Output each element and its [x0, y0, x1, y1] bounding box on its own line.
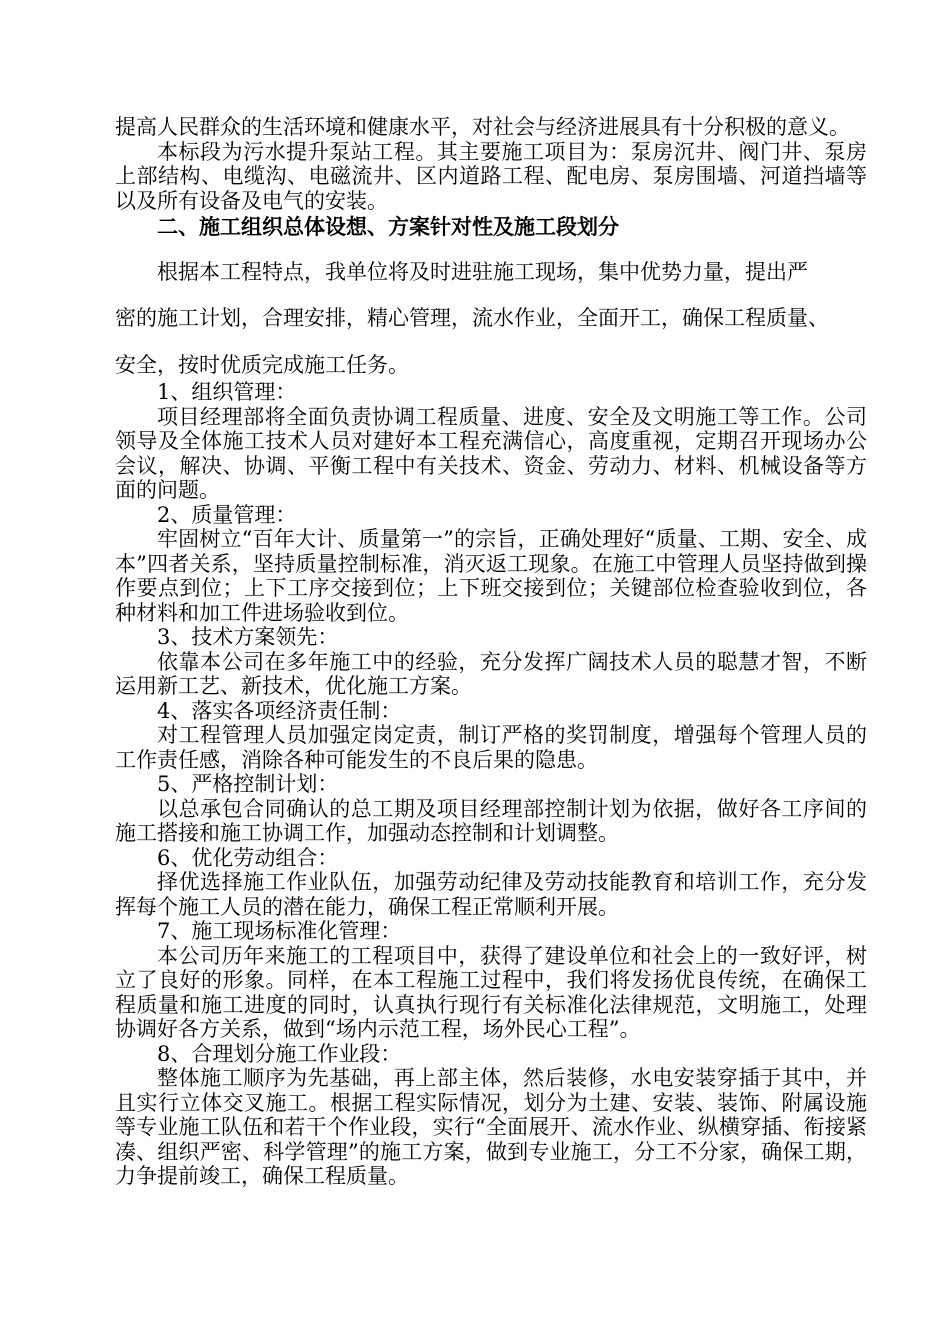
plan-line-2: 密的施工计划，合理安排，精心管理，流水作业，全面开工，确保工程质量、: [115, 306, 829, 330]
construction-plan-paragraph: [115, 260, 867, 378]
item-5-title: 5、严格控制计划：: [157, 772, 339, 796]
item-7-title: 7、施工现场标准化管理：: [157, 919, 402, 943]
intro-paragraph-tail: 提高人民群众的生活环境和健康水平，对社会与经济进展具有十分积极的意义。: [115, 115, 850, 139]
item-4-body: 对工程管理人员加强定岗定责，制订严格的奖罚制度，增强每个管理人员的工作责任感，消除各种可能发生的不良后果的隐患。: [115, 723, 867, 772]
item-3-title: 3、技术方案领先：: [157, 625, 339, 649]
document-page: [115, 115, 867, 1189]
item-2-title: 2、质量管理：: [157, 502, 297, 527]
item-5-body: 以总承包合同确认的总工期及项目经理部控制计划为依据，做好各工序间的施工搭接和施工协调工作，加强动态控制和计划调整。: [115, 796, 867, 845]
project-scope-paragraph: 本标段为污水提升泵站工程。其主要施工项目为：泵房沉井、阀门井、泵房上部结构、电缆沟、电磁流井、区内道路工程、配电房、泵房围墙、河道挡墙等以及所有设备及电气的安装。: [115, 139, 867, 213]
item-3-body: 依靠本公司在多年施工中的经验，充分发挥广阔技术人员的聪慧才智，不断运用新工艺、新技术，优化施工方案。: [115, 649, 867, 698]
section-heading: 二、施工组织总体设想、方案针对性及施工段划分: [157, 214, 619, 239]
item-2-body: 牢固树立“百年大计、质量第一”的宗旨，正确处理好“质量、工期、安全、成本”四者关系，坚持质量控制标准，消灭返工现象。在施工中管理人员坚持做到操作要点到位；上下工序交接到位；上下班交接到位；关键部位检查验收到位，各种材料和加工件进场验收到位。: [115, 527, 867, 625]
item-6-title: 6、优化劳动组合：: [157, 845, 339, 870]
plan-line-3: 安全，按时优质完成施工任务。: [115, 352, 409, 377]
item-6-body: 择优选择施工作业队伍，加强劳动纪律及劳动技能教育和培训工作，充分发挥每个施工人员的潜在能力，确保工程正常顺利开展。: [115, 870, 867, 919]
item-4-title: 4、落实各项经济责任制：: [157, 698, 402, 723]
item-1-body: 项目经理部将全面负责协调工程质量、进度、安全及文明施工等工作。公司领导及全体施工技术人员对建好本工程充满信心，高度重视，定期召开现场办公会议，解决、协调、平衡工程中有关技术、资金、劳动力、材料、机械设备等方面的问题。: [115, 404, 867, 502]
item-7-body: 本公司历年来施工的工程项目中，获得了建设单位和社会上的一致好评，树立了良好的形象。同样，在本工程施工过程中，我们将发扬优良传统，在确保工程质量和施工进度的同时，认真执行现行有关标准化法律规范，文明施工，处理协调好各方关系，做到“场内示范工程，场外民心工程”。: [115, 943, 867, 1041]
item-8-body: 整体施工顺序为先基础，再上部主体，然后装修，水电安装穿插于其中，并且实行立体交叉施工。根据工程实际情况，划分为土建、安装、装饰、附属设施等专业施工队伍和若干个作业段，实行“全面展开、流水作业、纵横穿插、衔接紧凑、组织严密、科学管理”的施工方案，做到专业施工，分工不分家，确保工期，力争提前竣工，确保工程质量。: [115, 1066, 867, 1188]
item-8-title: 8、合理划分施工作业段：: [157, 1041, 402, 1066]
plan-line-1: 根据本工程特点，我单位将及时进驻施工现场，集中优势力量，提出严: [157, 259, 808, 284]
item-1-title: 1、组织管理：: [157, 380, 297, 404]
